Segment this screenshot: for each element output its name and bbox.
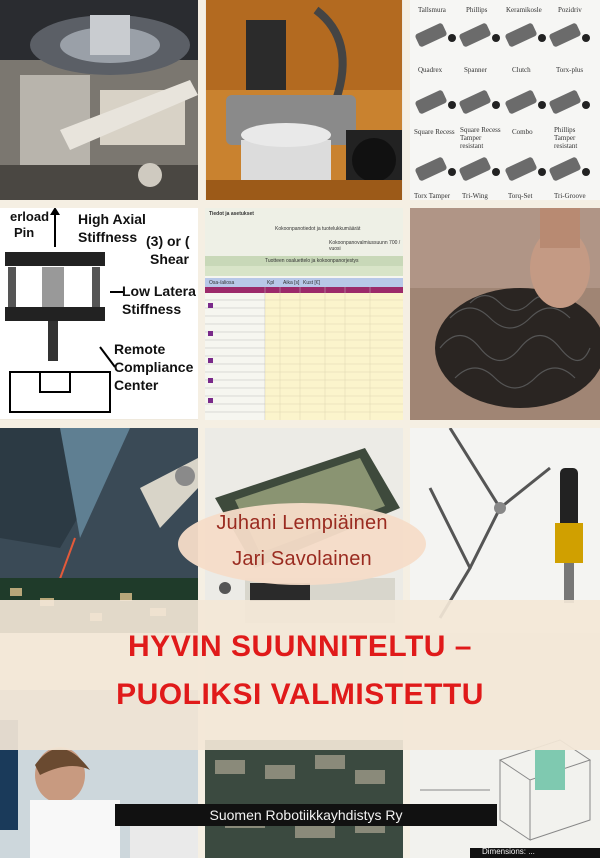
book-title-line: PUOLIKSI VALMISTETTU	[116, 678, 484, 711]
tool-label: Pozidriv	[558, 6, 582, 14]
spreadsheet-heading: Tiedot ja asetukset	[209, 211, 254, 217]
diagram-label: Center	[114, 377, 159, 393]
diagram-label: Stiffness	[78, 229, 138, 245]
diagram-label: erload	[10, 209, 50, 224]
tool-label: Spanner	[464, 66, 487, 74]
spreadsheet-col: Kust [€]	[303, 280, 320, 286]
spreadsheet-heading: Kokoonpanovalmiussuunn 700 / vuosi	[329, 240, 401, 252]
diagram-label: Compliance	[114, 359, 194, 375]
tool-label: Tri-Wing	[462, 192, 488, 200]
tool-label: Quadrex	[418, 66, 443, 74]
spreadsheet-screenshot	[205, 208, 403, 420]
spreadsheet-col: Kpl	[267, 280, 275, 286]
photo-steel-wool	[410, 208, 600, 420]
tool-label: Torq-Set	[508, 192, 533, 200]
assembly-machine-illustration	[0, 0, 198, 200]
publisher-label: Suomen Robotiikkayhdistys Ry	[115, 804, 497, 826]
photo-robot-arm-orange	[206, 0, 402, 200]
photo-pcb-assembly	[205, 740, 403, 858]
spreadsheet-heading: Tuotteen osaluettelo ja kokoonpanorjestys	[265, 258, 359, 264]
book-title-line: HYVIN SUUNNITELTU –	[128, 630, 472, 663]
author-name: Jari Savolainen	[232, 548, 372, 570]
author-name: Juhani Lempiäinen	[216, 512, 388, 534]
spreadsheet-col: Osa-/aliosa	[209, 280, 235, 286]
spreadsheet-col: Aika [s]	[283, 280, 300, 286]
tool-label: Square Recess Tamper resistant	[460, 126, 501, 150]
tool-label: Torx-plus	[556, 66, 584, 74]
cad-sign-text: Dimensions: ...	[482, 847, 535, 856]
tool-label: Keramikosle	[506, 6, 542, 14]
steel-wool-illustration	[410, 208, 600, 420]
tool-label: Tallsmura	[418, 6, 446, 14]
tool-label: Phillips	[466, 6, 488, 14]
tool-label: Combo	[512, 128, 533, 136]
grid-divider	[0, 420, 600, 428]
grid-divider	[0, 200, 600, 208]
title-band	[0, 600, 600, 750]
diagram-label: Shear	[150, 251, 189, 267]
screwdriver-bits-chart	[408, 0, 600, 200]
tool-label: Torx Tamper	[414, 192, 451, 200]
diagram-label: Low Latera	[122, 283, 196, 299]
tool-label: Tri-Groove	[554, 192, 586, 200]
diagram-label: Pin	[14, 225, 35, 240]
pcb-assembly-illustration	[205, 740, 403, 858]
diagram-label: High Axial	[78, 211, 146, 227]
diagram-label: Remote	[114, 341, 166, 357]
photo-assembly-machine	[0, 0, 198, 200]
screwdriver-bits-illustration	[408, 0, 600, 200]
tool-label: Clutch	[512, 66, 531, 74]
tool-label: Square Recess	[414, 128, 455, 136]
spreadsheet-heading: Kokoonpanotiedot ja tuotelukkumäärät	[275, 226, 361, 232]
diagram-label: (3) or (	[146, 233, 190, 249]
tool-label: Phillips Tamper resistant	[554, 126, 578, 150]
remote-compliance-diagram	[0, 207, 198, 419]
robot-arm-illustration	[206, 0, 402, 200]
diagram-label: Stiffness	[122, 301, 182, 317]
